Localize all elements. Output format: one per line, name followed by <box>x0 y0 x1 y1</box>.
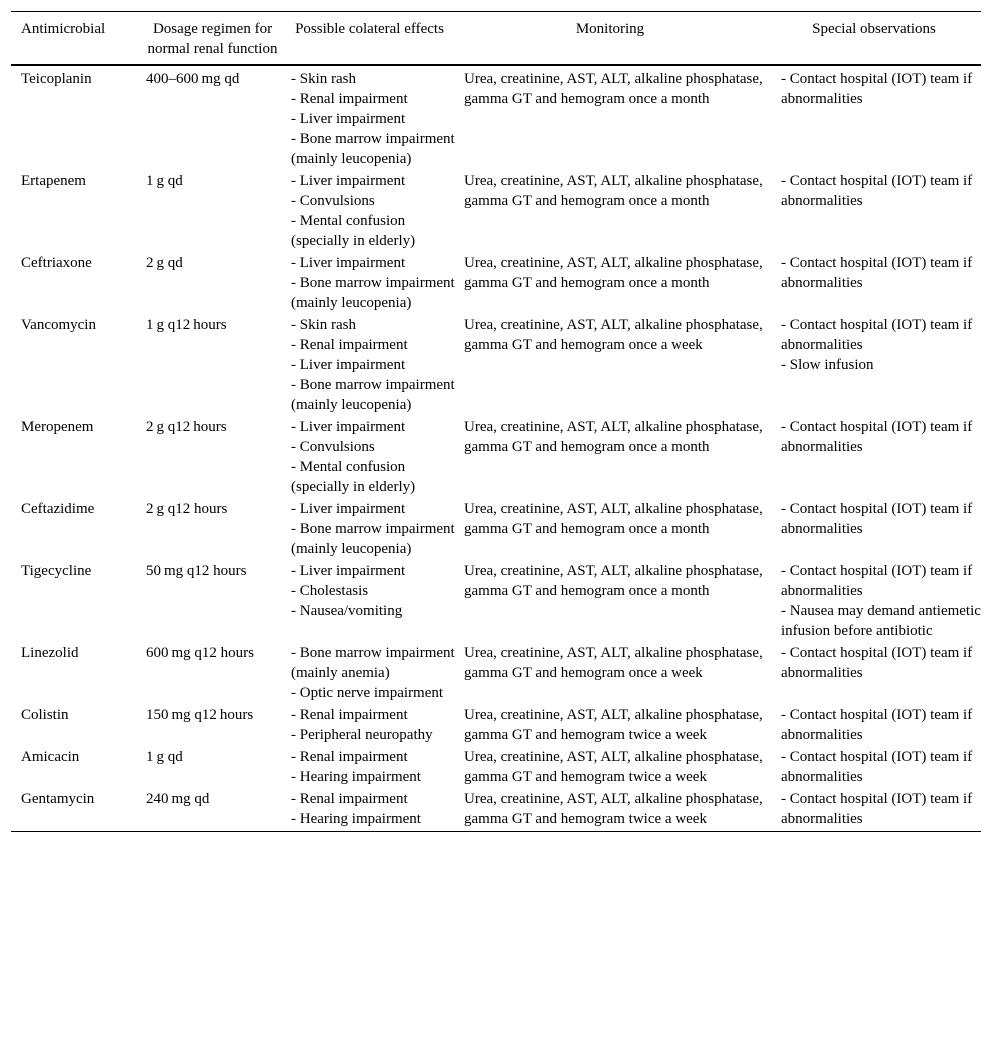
header-dosage-regimen: Dosage regimen for normal renal function <box>146 12 291 65</box>
observation-item: - Contact hospital (IOT) team if abnormalities <box>781 791 976 827</box>
table-row <box>11 171 981 253</box>
effect-item: - Skin rash <box>291 71 356 87</box>
observation-item: - Contact hospital (IOT) team if abnormalities <box>781 71 976 107</box>
effect-item: - Mental confusion (specially in elderly) <box>291 213 416 249</box>
cell-special-observations <box>781 643 981 705</box>
effect-item: - Bone marrow impairment (mainly leucopenia) <box>291 275 459 311</box>
cell-special-observations <box>781 747 981 789</box>
effect-item: - Nausea/vomiting <box>291 603 403 619</box>
cell-antimicrobial: Gentamycin <box>21 791 95 807</box>
effect-item: - Cholestasis <box>291 583 369 599</box>
observation-item: - Nausea may demand antiemetic infusion before antibiotic <box>781 603 985 639</box>
effect-item: - Liver impairment <box>291 563 406 579</box>
effect-item: - Renal impairment <box>291 791 408 807</box>
effect-item: - Hearing impairment <box>291 811 421 827</box>
cell-dosage: 600 mg q12 hours <box>146 645 255 661</box>
effect-item: - Bone marrow impairment (mainly leucopenia) <box>291 377 459 413</box>
cell-antimicrobial: Tigecycline <box>21 563 92 579</box>
cell-antimicrobial: Ceftazidime <box>21 501 95 517</box>
cell-monitoring: Urea, creatinine, AST, ALT, alkaline phosphatase, gamma GT and hemogram once a week <box>464 645 767 681</box>
cell-monitoring: Urea, creatinine, AST, ALT, alkaline phosphatase, gamma GT and hemogram twice a week <box>464 791 767 827</box>
antimicrobial-table <box>11 12 985 831</box>
table-row <box>11 253 981 315</box>
observation-item: - Contact hospital (IOT) team if abnormalities <box>781 317 976 353</box>
effect-item: - Hearing impairment <box>291 769 421 785</box>
cell-colateral-effects <box>291 643 464 705</box>
cell-antimicrobial: Vancomycin <box>21 317 96 333</box>
header-special-observations: Special observations <box>781 12 981 65</box>
cell-monitoring: Urea, creatinine, AST, ALT, alkaline phosphatase, gamma GT and hemogram once a month <box>464 255 767 291</box>
cell-dosage: 2 g qd <box>146 255 183 271</box>
cell-antimicrobial: Teicoplanin <box>21 71 92 87</box>
observation-item: - Slow infusion <box>781 357 874 373</box>
cell-antimicrobial: Ceftriaxone <box>21 255 92 271</box>
observation-item: - Contact hospital (IOT) team if abnormalities <box>781 419 976 455</box>
effect-item: - Liver impairment <box>291 255 406 271</box>
cell-dosage: 240 mg qd <box>146 791 210 807</box>
cell-dosage: 2 g q12 hours <box>146 419 227 435</box>
cell-special-observations <box>781 65 981 171</box>
antimicrobial-table-container <box>11 11 985 832</box>
observation-item: - Contact hospital (IOT) team if abnormalities <box>781 255 976 291</box>
cell-colateral-effects <box>291 789 464 831</box>
cell-special-observations <box>781 315 981 417</box>
cell-dosage: 400–600 mg qd <box>146 71 240 87</box>
table-row <box>11 65 981 171</box>
cell-dosage: 1 g qd <box>146 749 183 765</box>
cell-antimicrobial: Amicacin <box>21 749 80 765</box>
observation-item: - Contact hospital (IOT) team if abnormalities <box>781 563 976 599</box>
effect-item: - Bone marrow impairment (mainly leucopenia) <box>291 131 459 167</box>
effect-item: - Renal impairment <box>291 707 408 723</box>
cell-colateral-effects <box>291 417 464 499</box>
observation-item: - Contact hospital (IOT) team if abnormalities <box>781 749 976 785</box>
table-row <box>11 747 981 789</box>
observation-item: - Contact hospital (IOT) team if abnormalities <box>781 173 976 209</box>
effect-item: - Peripheral neuropathy <box>291 727 433 743</box>
effect-item: - Liver impairment <box>291 173 406 189</box>
table-row <box>11 705 981 747</box>
cell-monitoring: Urea, creatinine, AST, ALT, alkaline phosphatase, gamma GT and hemogram once a month <box>464 419 767 455</box>
table-row <box>11 315 981 417</box>
cell-antimicrobial: Colistin <box>21 707 69 723</box>
effect-item: - Convulsions <box>291 439 375 455</box>
effect-item: - Skin rash <box>291 317 356 333</box>
cell-dosage: 50 mg q12 hours <box>146 563 247 579</box>
effect-item: - Mental confusion (specially in elderly) <box>291 459 416 495</box>
cell-monitoring: Urea, creatinine, AST, ALT, alkaline phosphatase, gamma GT and hemogram twice a week <box>464 749 767 785</box>
effect-item: - Convulsions <box>291 193 375 209</box>
cell-special-observations <box>781 171 981 253</box>
observation-item: - Contact hospital (IOT) team if abnormalities <box>781 501 976 537</box>
cell-special-observations <box>781 561 985 643</box>
cell-colateral-effects <box>291 171 464 253</box>
effect-item: - Liver impairment <box>291 419 406 435</box>
cell-monitoring: Urea, creatinine, AST, ALT, alkaline phosphatase, gamma GT and hemogram twice a week <box>464 707 767 743</box>
cell-dosage: 1 g qd <box>146 173 183 189</box>
cell-colateral-effects <box>291 499 464 561</box>
table-row <box>11 499 981 561</box>
cell-colateral-effects <box>291 705 464 747</box>
cell-special-observations <box>781 253 981 315</box>
cell-dosage: 2 g q12 hours <box>146 501 228 517</box>
effect-item: - Renal impairment <box>291 91 408 107</box>
table-header-row <box>11 12 981 65</box>
cell-antimicrobial: Ertapenem <box>21 173 86 189</box>
effect-item: - Renal impairment <box>291 749 408 765</box>
table-row <box>11 561 981 643</box>
effect-item: - Renal impairment <box>291 337 408 353</box>
cell-dosage: 1 g q12 hours <box>146 317 227 333</box>
cell-dosage: 150 mg q12 hours <box>146 707 254 723</box>
observation-item: - Contact hospital (IOT) team if abnormalities <box>781 645 976 681</box>
effect-item: - Optic nerve impairment <box>291 685 444 701</box>
cell-colateral-effects <box>291 315 464 417</box>
cell-monitoring: Urea, creatinine, AST, ALT, alkaline phosphatase, gamma GT and hemogram once a month <box>464 501 767 537</box>
effect-item: - Liver impairment <box>291 501 406 517</box>
cell-special-observations <box>781 417 981 499</box>
cell-antimicrobial: Linezolid <box>21 645 79 661</box>
observation-item: - Contact hospital (IOT) team if abnormalities <box>781 707 976 743</box>
cell-colateral-effects <box>291 561 464 643</box>
effect-item: - Bone marrow impairment (mainly anemia) <box>291 645 459 681</box>
effect-item: - Bone marrow impairment (mainly leucopenia) <box>291 521 459 557</box>
cell-colateral-effects <box>291 65 464 171</box>
cell-colateral-effects <box>291 747 464 789</box>
cell-colateral-effects <box>291 253 464 315</box>
header-antimicrobial: Antimicrobial <box>11 12 146 65</box>
cell-monitoring: Urea, creatinine, AST, ALT, alkaline phosphatase, gamma GT and hemogram once a month <box>464 563 767 599</box>
table-body <box>11 65 985 831</box>
cell-antimicrobial: Meropenem <box>21 419 94 435</box>
table-row <box>11 643 981 705</box>
table-row <box>11 417 981 499</box>
cell-monitoring: Urea, creatinine, AST, ALT, alkaline phosphatase, gamma GT and hemogram once a week <box>464 317 767 353</box>
effect-item: - Liver impairment <box>291 357 406 373</box>
effect-item: - Liver impairment <box>291 111 406 127</box>
cell-special-observations <box>781 789 981 831</box>
header-colateral-effects: Possible colateral effects <box>291 12 464 65</box>
cell-special-observations <box>781 499 981 561</box>
cell-monitoring: Urea, creatinine, AST, ALT, alkaline phosphatase, gamma GT and hemogram once a month <box>464 173 767 209</box>
table-row <box>11 789 981 831</box>
header-monitoring: Monitoring <box>464 12 781 65</box>
cell-monitoring: Urea, creatinine, AST, ALT, alkaline phosphatase, gamma GT and hemogram once a month <box>464 71 767 107</box>
cell-special-observations <box>781 705 981 747</box>
